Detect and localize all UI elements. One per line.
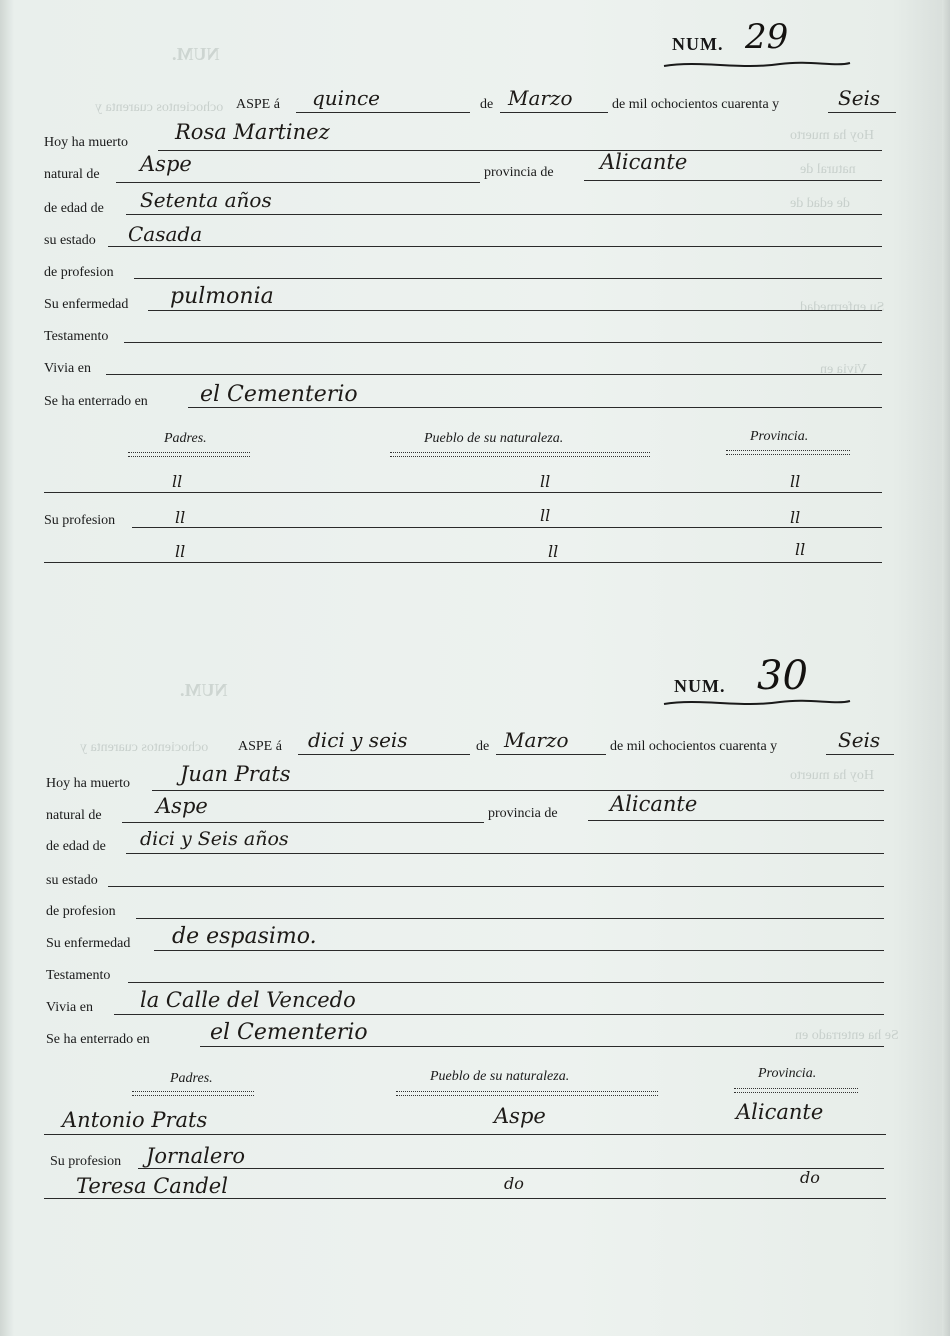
column-underline	[128, 452, 250, 457]
enfermedad-value: de espasimo.	[172, 924, 317, 949]
column-provincia: Provincia.	[758, 1066, 817, 1081]
bleed-through-text-2: Hoy ha muerto	[790, 128, 874, 143]
rule	[188, 407, 882, 408]
enterrado-label: Se ha enterrado en	[44, 394, 148, 409]
provincia-label: provincia de	[488, 806, 558, 821]
row2-padres-value: Jornalero	[146, 1144, 245, 1168]
rule	[44, 1198, 886, 1199]
estado-label: su estado	[46, 873, 98, 888]
entry-number-label: NUM.	[674, 676, 726, 696]
rule	[134, 278, 882, 279]
number-flourish	[660, 696, 855, 710]
bleed-through-num-1: NUM.	[172, 44, 220, 64]
date-year-label: de mil ochocientos cuarenta y	[612, 97, 780, 112]
rule	[152, 790, 884, 791]
column-padres: Padres.	[170, 1071, 213, 1086]
number-flourish	[660, 58, 855, 72]
edad-label: de edad de	[44, 201, 104, 216]
rule	[584, 180, 882, 181]
provincia-label: provincia de	[484, 165, 554, 180]
bleed-through-text-6: Vivia en	[820, 362, 867, 377]
bleed-through-text-1: ochocientos cuarenta y	[95, 100, 224, 115]
row3-provincia-value: do	[800, 1168, 820, 1187]
entry-number-value: 29	[745, 17, 789, 57]
date-de-label: de	[480, 97, 494, 112]
rule	[44, 1134, 886, 1135]
rule	[108, 886, 884, 887]
date-de-label: de	[476, 739, 490, 754]
edad-value: Setenta años	[140, 188, 272, 212]
column-underline	[390, 452, 650, 457]
row2-provincia-value: ll	[790, 508, 801, 527]
rule	[148, 310, 882, 311]
testamento-label: Testamento	[44, 329, 109, 344]
rule	[44, 492, 882, 493]
entry-number-label: NUM.	[672, 34, 724, 54]
row3-provincia-value: ll	[795, 540, 806, 559]
vivia-value: la Calle del Vencedo	[140, 988, 356, 1012]
place-label: ASPE á	[236, 97, 280, 112]
enterrado-value: el Cementerio	[210, 1020, 368, 1045]
testamento-label: Testamento	[46, 968, 111, 983]
edad-label: de edad de	[46, 839, 106, 854]
date-month-value: Marzo	[504, 728, 569, 752]
row3-padres-value: ll	[175, 542, 186, 561]
rule	[114, 1014, 884, 1015]
rule	[158, 150, 882, 151]
rule	[296, 112, 470, 113]
row1-padres-value: ll	[172, 472, 183, 491]
rule	[500, 112, 608, 113]
date-day-value: dici y seis	[308, 728, 408, 752]
rule	[154, 950, 884, 951]
vivia-label: Vivia en	[46, 1000, 93, 1015]
rule	[126, 214, 882, 215]
row2-pueblo-value: ll	[540, 506, 551, 525]
bleed-through-text-3: natural de	[800, 162, 856, 177]
row3-pueblo-value: do	[504, 1174, 524, 1193]
su-profesion-label: Su profesion	[50, 1154, 122, 1169]
rule	[826, 754, 894, 755]
column-padres: Padres.	[164, 431, 207, 446]
su-profesion-label: Su profesion	[44, 513, 116, 528]
place-label: ASPE á	[238, 739, 282, 754]
rule	[828, 112, 896, 113]
bleed-through-text-7: ochocientos cuarenta y	[80, 740, 209, 755]
natural-value: Aspe	[140, 152, 192, 176]
bleed-through-text-9: Se ha enterrado en	[795, 1028, 899, 1043]
enfermedad-value: pulmonia	[170, 284, 274, 309]
natural-label: natural de	[46, 808, 102, 823]
rule	[128, 982, 884, 983]
column-underline	[132, 1091, 254, 1096]
rule	[122, 822, 484, 823]
row1-padres-value: Antonio Prats	[62, 1108, 208, 1132]
vivia-label: Vivia en	[44, 361, 91, 376]
row1-pueblo-value: ll	[540, 472, 551, 491]
rule	[588, 820, 884, 821]
estado-label: su estado	[44, 233, 96, 248]
rule	[138, 1168, 884, 1169]
bleed-through-num-2: NUM.	[180, 680, 228, 700]
rule	[106, 374, 882, 375]
bleed-through-text-8: Hoy ha muerto	[790, 768, 874, 783]
enterrado-value: el Cementerio	[200, 382, 358, 407]
bleed-through-text-5: Su enfermedad	[800, 300, 885, 315]
column-pueblo: Pueblo de su naturaleza.	[424, 431, 564, 446]
rule	[116, 182, 480, 183]
rule	[44, 562, 882, 563]
estado-value: Casada	[128, 222, 203, 246]
enfermedad-label: Su enfermedad	[46, 936, 131, 951]
row3-padres-value: Teresa Candel	[76, 1174, 228, 1198]
rule	[108, 246, 882, 247]
rule	[200, 1046, 884, 1047]
muerto-label: Hoy ha muerto	[46, 776, 130, 791]
date-year-value: Seis	[838, 86, 881, 110]
row2-padres-value: ll	[175, 508, 186, 527]
natural-label: natural de	[44, 167, 100, 182]
row1-provincia-value: Alicante	[736, 1100, 824, 1124]
row3-pueblo-value: ll	[548, 542, 559, 561]
row1-pueblo-value: Aspe	[494, 1104, 546, 1128]
row1-provincia-value: ll	[790, 472, 801, 491]
muerto-label: Hoy ha muerto	[44, 135, 128, 150]
muerto-value: Rosa Martinez	[175, 120, 330, 144]
profesion-label: de profesion	[44, 265, 114, 280]
muerto-value: Juan Prats	[180, 762, 291, 786]
column-provincia: Provincia.	[750, 429, 809, 444]
rule	[132, 527, 882, 528]
rule	[496, 754, 606, 755]
profesion-label: de profesion	[46, 904, 116, 919]
enterrado-label: Se ha enterrado en	[46, 1032, 150, 1047]
date-year-value: Seis	[838, 728, 881, 752]
provincia-value: Alicante	[600, 150, 688, 174]
enfermedad-label: Su enfermedad	[44, 297, 129, 312]
edad-value: dici y Seis años	[140, 828, 289, 850]
entry-number-value: 30	[757, 653, 808, 699]
rule	[136, 918, 884, 919]
bleed-through-text-4: de edad de	[790, 196, 850, 211]
natural-value: Aspe	[156, 794, 208, 818]
column-underline	[726, 450, 850, 455]
rule	[298, 754, 470, 755]
date-month-value: Marzo	[508, 86, 573, 110]
rule	[126, 853, 884, 854]
column-underline	[396, 1091, 658, 1096]
provincia-value: Alicante	[610, 792, 698, 816]
date-year-label: de mil ochocientos cuarenta y	[610, 739, 778, 754]
rule	[124, 342, 882, 343]
column-underline	[734, 1088, 858, 1093]
date-day-value: quince	[312, 86, 380, 110]
column-pueblo: Pueblo de su naturaleza.	[430, 1069, 570, 1084]
